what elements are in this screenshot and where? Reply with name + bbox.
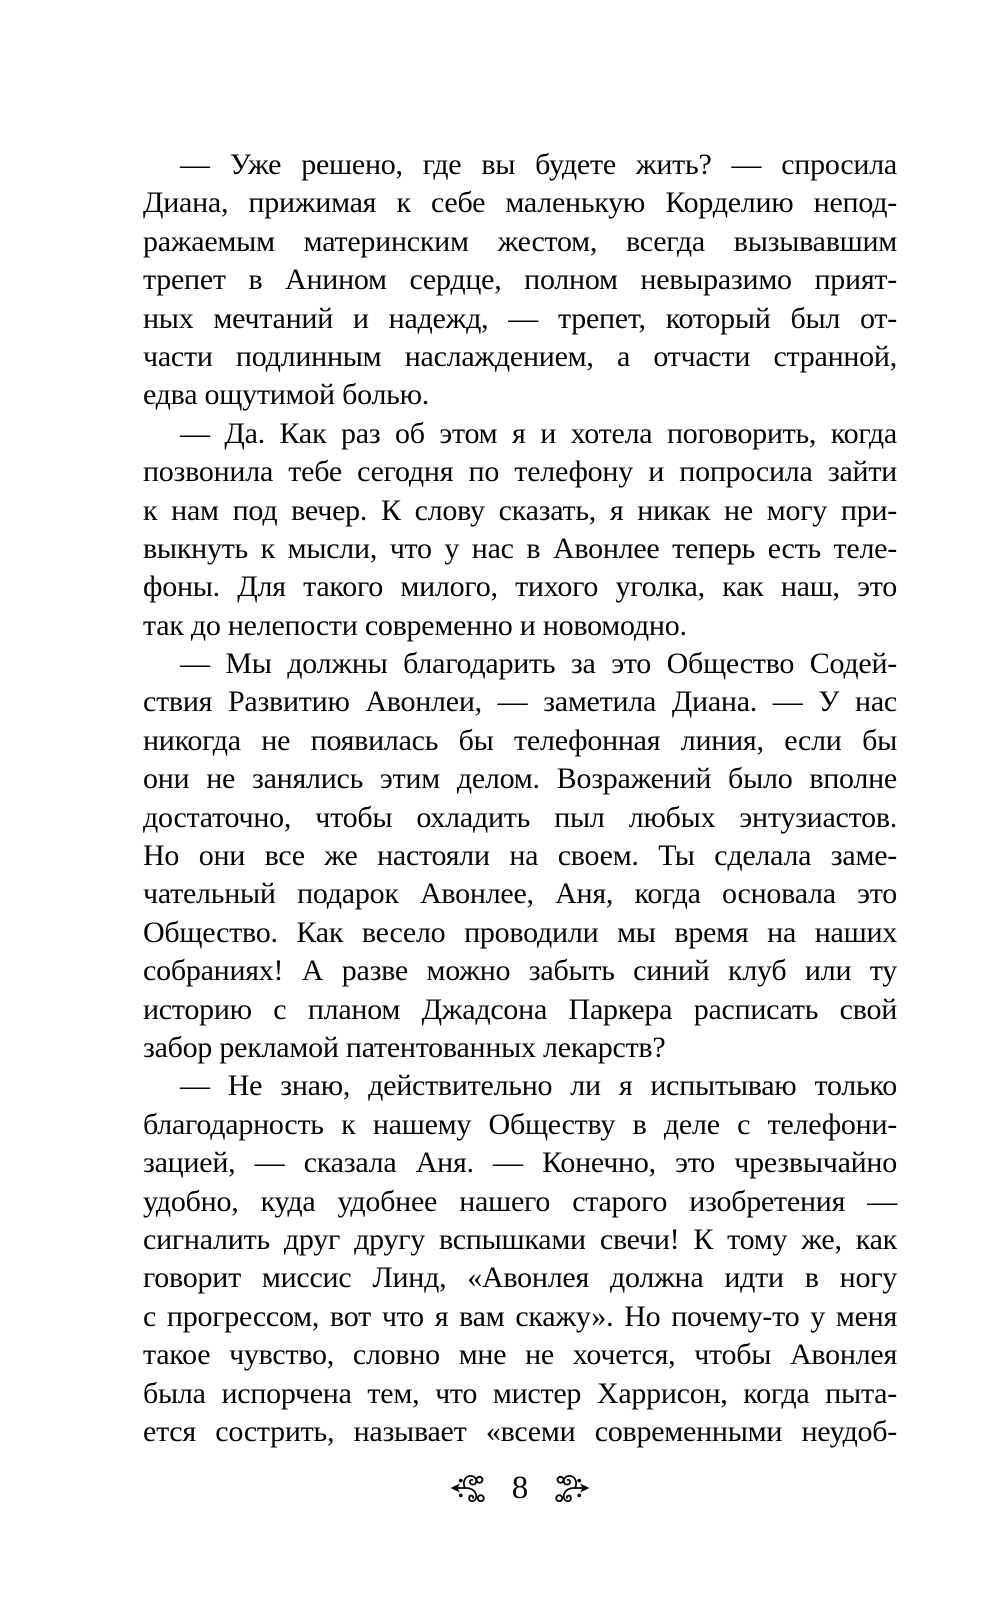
text-line: с прогрессом, вот что я вам скажу». Но почему-то у меня xyxy=(143,1299,897,1333)
text-line: забор рекламой патентованных лекарств? xyxy=(143,1030,666,1064)
page-text xyxy=(143,146,897,1451)
text-line: собраниях! А разве можно забыть синий клуб или ту xyxy=(143,954,897,988)
text-line: удобно, куда удобнее нашего старого изобретения — xyxy=(143,1184,897,1218)
text-line: к нам под вечер. К слову сказать, я никак не могу при- xyxy=(143,493,897,527)
text-line: — Не знаю, действительно ли я испытываю только xyxy=(180,1069,897,1103)
text-line: сигналить друг другу вспышками свечи! К тому же, как xyxy=(143,1222,897,1256)
text-line: Диана, прижимая к себе маленькую Корделию непод- xyxy=(143,186,897,220)
text-line: чательный подарок Авонлее, Аня, когда основала это xyxy=(143,877,897,911)
text-line: говорит миссис Линд, «Авонлея должна идти в ногу xyxy=(143,1261,897,1295)
text-line: зацией, — сказала Аня. — Конечно, это чрезвычайно xyxy=(143,1146,897,1180)
page-footer xyxy=(143,1462,897,1514)
text-line: выкнуть к мысли, что у нас в Авонлее теперь есть теле- xyxy=(143,531,897,565)
text-line: — Да. Как раз об этом я и хотела поговорить, когда xyxy=(180,416,897,450)
text-line: они не занялись этим делом. Возражений было вполне xyxy=(143,762,897,796)
text-line: фоны. Для такого милого, тихого уголка, как наш, это xyxy=(143,570,897,604)
text-line: была испорчена тем, что мистер Харрисон, когда пыта- xyxy=(143,1376,897,1410)
text-line: едва ощутимой болью. xyxy=(143,378,430,412)
text-line: позвонила тебе сегодня по телефону и попросила зайти xyxy=(143,455,897,489)
text-line: так до нелепости современно и новомодно. xyxy=(143,608,687,642)
fleuron-right-icon xyxy=(554,1469,590,1507)
text-line: ражаемым материнским жестом, всегда вызывавшим xyxy=(143,224,897,258)
text-line: ных мечтаний и надежд, — трепет, который был от- xyxy=(143,301,897,335)
text-line: — Мы должны благодарить за это Общество Содей- xyxy=(180,647,897,681)
text-line: Но они все же настояли на своем. Ты сделала заме- xyxy=(143,839,897,873)
text-line: благодарность к нашему Обществу в деле с телефони- xyxy=(143,1107,897,1141)
page-number: 8 xyxy=(511,1469,529,1506)
text-line: ствия Развитию Авонлеи, — заметила Диана. — У нас xyxy=(143,685,897,719)
text-line: ется сострить, называет «всеми современными неудоб- xyxy=(143,1414,897,1448)
text-line: никогда не появилась бы телефонная линия, если бы xyxy=(143,723,897,757)
text-line: части подлинным наслаждением, а отчасти странной, xyxy=(143,339,897,373)
text-line: историю с планом Джадсона Паркера расписать свой xyxy=(143,992,897,1026)
text-line: — Уже решено, где вы будете жить? — спросила xyxy=(180,148,897,181)
text-line: достаточно, чтобы охладить пыл любых энтузиастов. xyxy=(143,800,897,834)
text-line: Общество. Как весело проводили мы время на наших xyxy=(143,915,897,949)
text-line: такое чувство, словно мне не хочется, чтобы Авонлея xyxy=(143,1338,897,1372)
fleuron-left-icon xyxy=(450,1469,486,1507)
text-line: трепет в Анином сердце, полном невыразимо прият- xyxy=(143,263,897,297)
